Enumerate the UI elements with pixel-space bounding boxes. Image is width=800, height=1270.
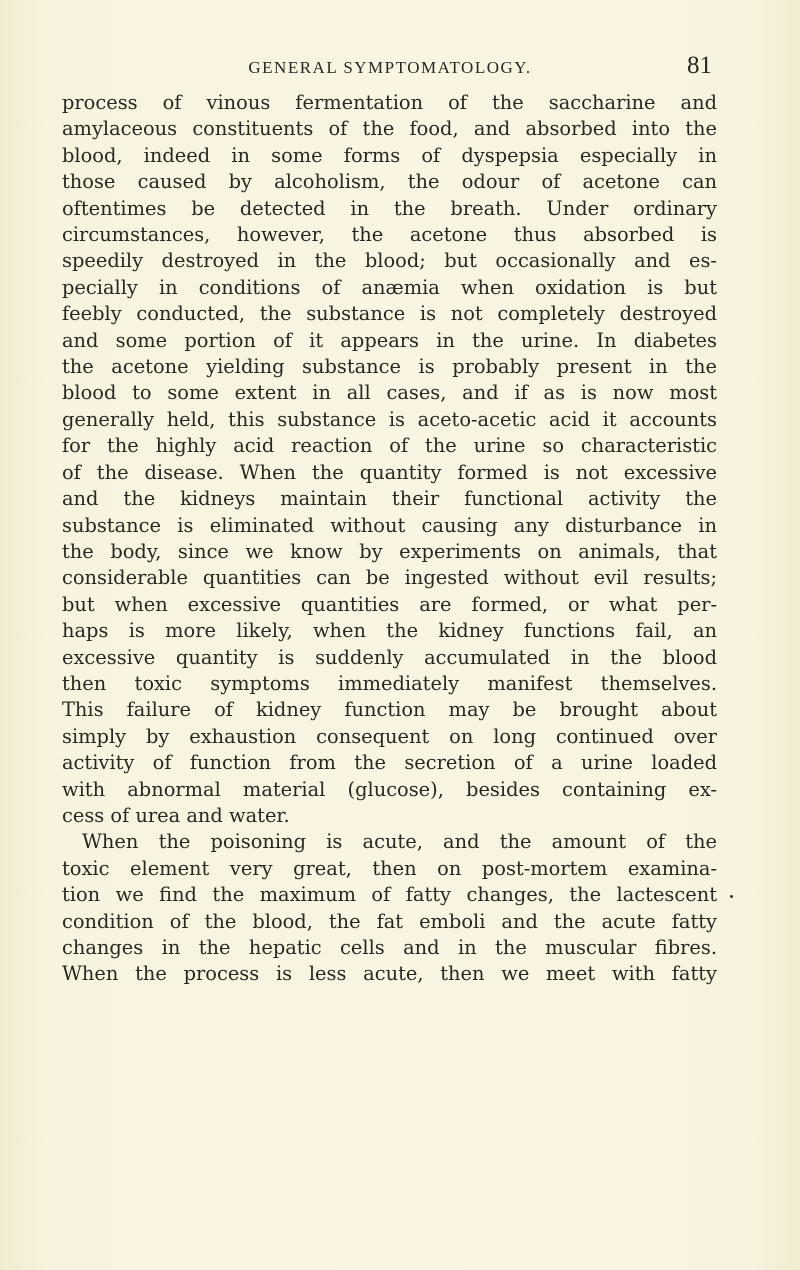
text-line: When the poisoning is acute, and the amount of the [82,830,717,854]
text-line: then toxic symptoms immediately manifest themselves. [62,671,717,695]
text-line: This failure of kidney function may be brought about [62,698,717,722]
text-line: circumstances, however, the acetone thus absorbed is [62,223,717,247]
page-number: 81 [687,52,712,79]
text-line: amylaceous constituents of the food, and absorbed into the [62,117,717,141]
text-line: but when excessive quantities are formed, or what per- [62,592,717,616]
text-line: generally held, this substance is aceto-acetic acid it accounts [62,407,717,431]
paragraph-2 [62,829,717,987]
text-line: excessive quantity is suddenly accumulated in the blood [62,645,717,669]
text-line: speedily destroyed in the blood; but occasionally and es- [62,249,717,273]
text-line: haps is more likely, when the kidney functions fail, an [62,619,717,643]
margin-mark [730,895,733,898]
text-line: cess of urea and water. [62,803,290,827]
text-line: substance is eliminated without causing any disturbance in [62,513,717,537]
text-line: feebly conducted, the substance is not completely destroyed [62,302,717,326]
text-line: simply by exhaustion consequent on long continued over [62,724,717,748]
text-line: When the process is less acute, then we meet with fatty [62,962,717,986]
text-line: blood to some extent in all cases, and if as is now most [62,381,717,405]
text-line: condition of the blood, the fat emboli and the acute fatty [62,909,717,933]
text-line: tion we find the maximum of fatty changes, the lactescent [62,883,717,907]
paragraph-1 [62,90,717,829]
text-line: of the disease. When the quantity formed is not excessive [62,460,717,484]
text-line: toxic element very great, then on post-mortem examina- [62,856,717,880]
running-head [90,52,712,82]
running-title: GENERAL SYMPTOMATOLOGY. [248,58,532,77]
text-line: and the kidneys maintain their functional activity the [62,487,717,511]
text-line: oftentimes be detected in the breath. Under ordinary [62,196,717,220]
text-line: those caused by alcoholism, the odour of acetone can [62,170,717,194]
text-line: and some portion of it appears in the urine. In diabetes [62,328,717,352]
text-line: blood, indeed in some forms of dyspepsia especially in [62,143,717,167]
body-text [62,90,717,988]
text-line: for the highly acid reaction of the urine so characteristic [62,434,717,458]
text-line: the acetone yielding substance is probably present in the [62,355,717,379]
text-line: process of vinous fermentation of the saccharine and [62,91,717,114]
text-line: considerable quantities can be ingested without evil results; [62,566,717,590]
text-line: activity of function from the secretion of a urine loaded [62,751,717,775]
text-line: pecially in conditions of anæmia when oxidation is but [62,275,717,299]
text-line: changes in the hepatic cells and in the muscular fibres. [62,936,717,959]
text-line: the body, since we know by experiments on animals, that [62,539,717,563]
text-line: with abnormal material (glucose), besides containing ex- [62,777,717,801]
